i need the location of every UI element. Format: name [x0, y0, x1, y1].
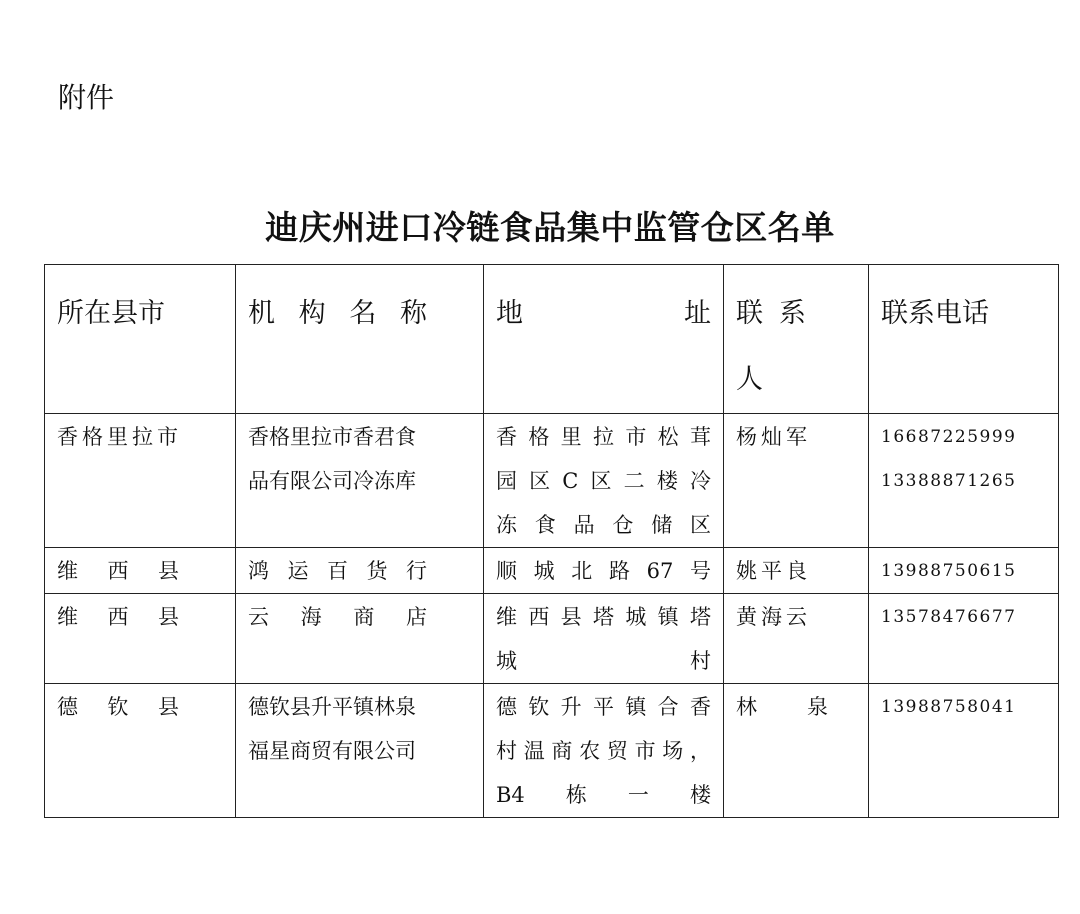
phone-value: 13988750615	[881, 561, 1017, 581]
address-line: 村温商农贸市场，	[496, 739, 711, 763]
address-line: 香格里拉市松茸	[496, 425, 711, 449]
contact-cell	[724, 414, 869, 548]
county-cell	[45, 548, 236, 594]
county-cell	[45, 414, 236, 548]
address-cell	[484, 684, 724, 818]
address-cell	[484, 548, 724, 594]
county-cell	[45, 684, 236, 818]
table-row	[45, 414, 1059, 548]
document-title: 迪庆州进口冷链食品集中监管仓区名单	[265, 208, 835, 247]
contact-cell	[724, 594, 869, 684]
table-row	[45, 594, 1059, 684]
org-cell	[236, 684, 484, 818]
county-value: 维 西 县	[57, 605, 179, 629]
header-org	[236, 265, 484, 414]
header-phone-label: 联系电话	[881, 298, 989, 329]
table-row	[45, 548, 1059, 594]
phone-cell	[869, 414, 1059, 548]
phone-cell	[869, 684, 1059, 818]
phone-value: 13388871265	[881, 471, 1017, 491]
attachment-label: 附件	[58, 81, 115, 114]
org-line: 品有限公司冷冻库	[248, 469, 416, 493]
address-line: 园区C区二楼冷	[496, 469, 711, 493]
address-line: 冻食品仓储区	[496, 513, 711, 537]
table-row	[45, 684, 1059, 818]
phone-cell	[869, 548, 1059, 594]
address-line: 德钦升平镇合香	[496, 695, 711, 719]
org-line: 云海商店	[248, 605, 427, 629]
header-phone	[869, 265, 1059, 414]
org-cell	[236, 414, 484, 548]
header-county	[45, 265, 236, 414]
county-value: 香格里拉市	[57, 425, 182, 449]
org-line: 德钦县升平镇林泉	[248, 695, 416, 719]
org-cell	[236, 594, 484, 684]
address-line: 顺城北路67号	[496, 559, 711, 583]
phone-value: 13988758041	[881, 697, 1017, 717]
phone-cell	[869, 594, 1059, 684]
contact-cell	[724, 684, 869, 818]
address-line: 维西县塔城镇塔	[496, 605, 711, 629]
warehouse-list-table	[44, 264, 1059, 818]
address-cell	[484, 414, 724, 548]
org-line: 鸿运百货行	[248, 559, 427, 583]
phone-value: 16687225999	[881, 427, 1017, 447]
org-line: 香格里拉市香君食	[248, 425, 416, 449]
county-value: 德 钦 县	[57, 695, 179, 719]
header-contact	[724, 265, 869, 414]
address-line: B4栋一楼	[496, 783, 711, 807]
address-line: 城村	[496, 649, 711, 673]
contact-value: 杨灿军	[736, 425, 811, 449]
county-cell	[45, 594, 236, 684]
header-contact-label: 联系人	[736, 298, 822, 395]
contact-cell	[724, 548, 869, 594]
header-address-label: 地址	[496, 298, 711, 329]
header-address	[484, 265, 724, 414]
contact-value: 姚平良	[736, 559, 811, 583]
contact-value: 林 泉	[736, 695, 828, 719]
county-value: 维 西 县	[57, 559, 179, 583]
phone-value: 13578476677	[881, 607, 1017, 627]
org-cell	[236, 548, 484, 594]
header-org-label: 机构名称	[248, 298, 427, 329]
org-line: 福星商贸有限公司	[248, 739, 416, 763]
table-header-row	[45, 265, 1059, 414]
header-county-label: 所在县市	[57, 298, 165, 329]
address-cell	[484, 594, 724, 684]
contact-value: 黄海云	[736, 605, 811, 629]
